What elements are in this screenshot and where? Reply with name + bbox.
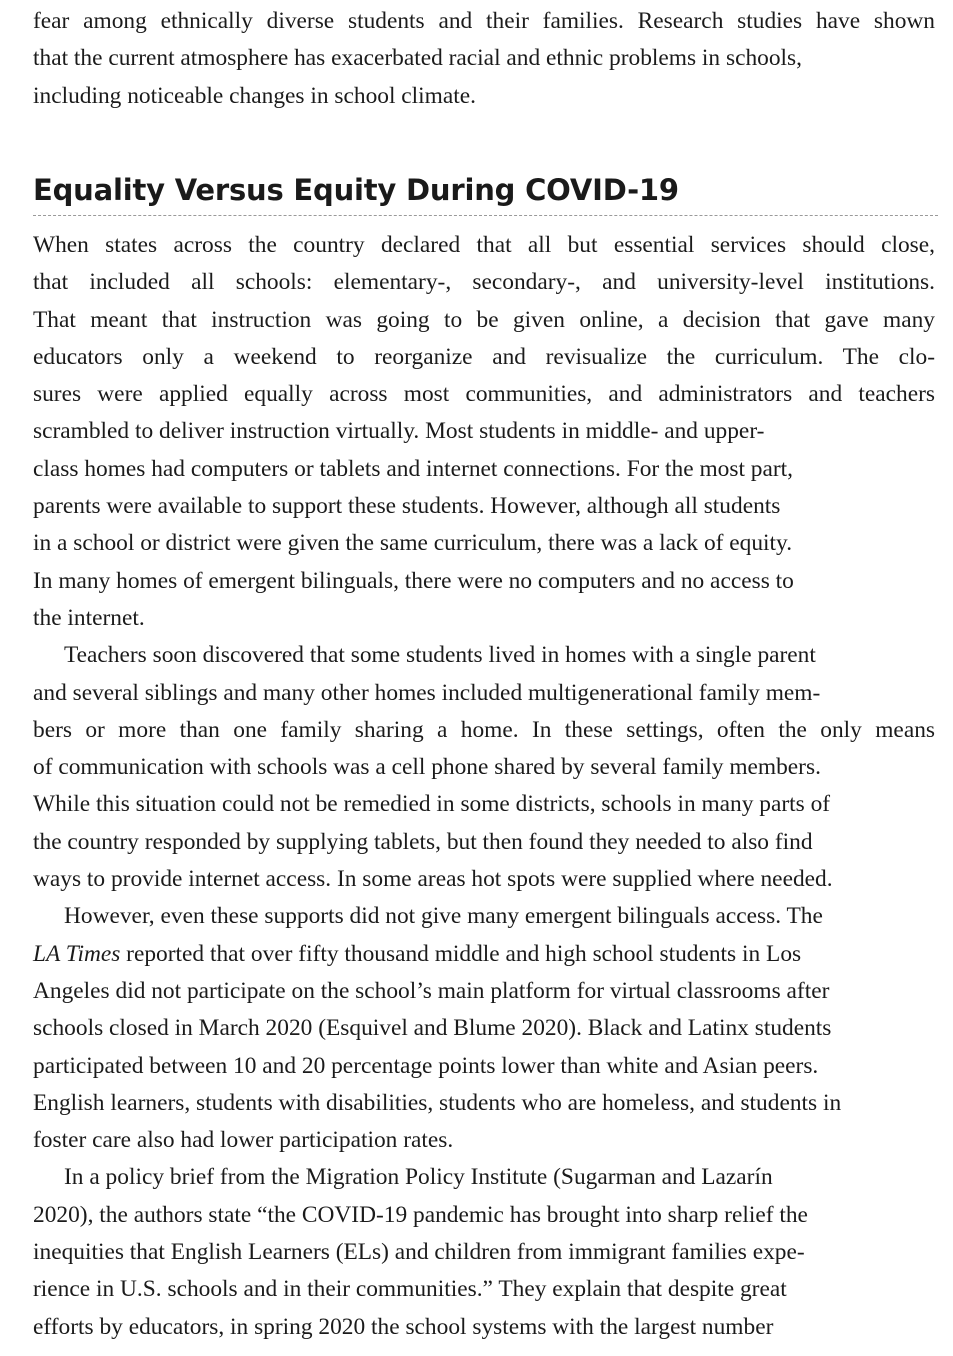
text-line: parents were available to support these students. However, although all students — [33, 493, 781, 520]
text-line: sures were applied equally across most communities, and administrators and teachers — [33, 381, 935, 408]
section-body — [33, 227, 935, 1346]
text-line: in a school or district were given the same curriculum, there was a lack of equity. — [33, 530, 793, 557]
text-line: That meant that instruction was going to be given online, a decision that gave many — [33, 306, 935, 333]
text-line: scrambled to deliver instruction virtually. Most students in middle- and upper- — [33, 418, 765, 445]
text-line — [33, 936, 935, 973]
text-line: foster care also had lower participation rates. — [33, 1127, 454, 1154]
text-line: participated between 10 and 20 percentage points lower than white and Asian peers. — [33, 1052, 819, 1079]
text-line: and several siblings and many other homes included multigenerational family mem- — [33, 679, 821, 706]
text-line: Angeles did not participate on the school’s main platform for virtual classrooms after — [33, 977, 830, 1004]
text-line: While this situation could not be remedied in some districts, schools in many parts of — [33, 791, 831, 818]
text-line: In many homes of emergent bilinguals, there were no computers and no access to — [33, 567, 794, 594]
text-line: When states across the country declared that all but essential services should close, — [33, 232, 935, 258]
lead-paragraph — [33, 3, 935, 115]
text-line: 2020), the authors state “the COVID-19 pandemic has brought into sharp relief the — [33, 1201, 808, 1228]
text-line: efforts by educators, in spring 2020 the school systems with the largest number — [33, 1313, 774, 1340]
text-line: In a policy brief from the Migration Policy Institute (Sugarman and Lazarín — [64, 1164, 773, 1191]
text-line: fear among ethnically diverse students and their families. Research studies have shown — [33, 8, 935, 34]
paragraph-3 — [33, 898, 935, 1159]
text-line: the internet. — [33, 604, 145, 631]
section-heading: Equality Versus Equity During COVID-19 — [33, 173, 679, 207]
paragraph-1 — [33, 227, 935, 637]
text-line: including noticeable changes in school climate. — [33, 82, 476, 109]
text-line: inequities that English Learners (ELs) and children from immigrant families expe- — [33, 1239, 805, 1266]
text-line: ways to provide internet access. In some areas hot spots were supplied where needed. — [33, 866, 833, 893]
text-line: schools closed in March 2020 (Esquivel and Blume 2020). Black and Latinx students — [33, 1015, 832, 1042]
text-run: reported that over fifty thousand middle and high school students in Los — [120, 940, 802, 967]
text-line: that included all schools: elementary-, secondary-, and university-level institutions. — [33, 269, 935, 296]
text-line: rience in U.S. schools and in their communities.” They explain that despite great — [33, 1276, 787, 1303]
paragraph-2 — [33, 637, 935, 898]
heading-dashed-rule — [33, 215, 938, 216]
text-line: of communication with schools was a cell phone shared by several family members. — [33, 754, 821, 781]
text-line: the country responded by supplying tablets, but then found they needed to also find — [33, 828, 813, 855]
text-line: bers or more than one family sharing a home. In these settings, often the only means — [33, 716, 935, 743]
text-line: However, even these supports did not give many emergent bilinguals access. The — [64, 903, 823, 930]
text-line: English learners, students with disabilities, students who are homeless, and students in — [33, 1089, 842, 1116]
italic-source-title: LA Times — [33, 940, 121, 967]
paragraph-4 — [33, 1159, 935, 1345]
text-line: Teachers soon discovered that some students lived in homes with a single parent — [64, 642, 816, 669]
text-line: that the current atmosphere has exacerbated racial and ethnic problems in schools, — [33, 45, 802, 72]
text-line: educators only a weekend to reorganize and revisualize the curriculum. The clo- — [33, 343, 935, 370]
text-line: class homes had computers or tablets and internet connections. For the most part, — [33, 455, 794, 482]
